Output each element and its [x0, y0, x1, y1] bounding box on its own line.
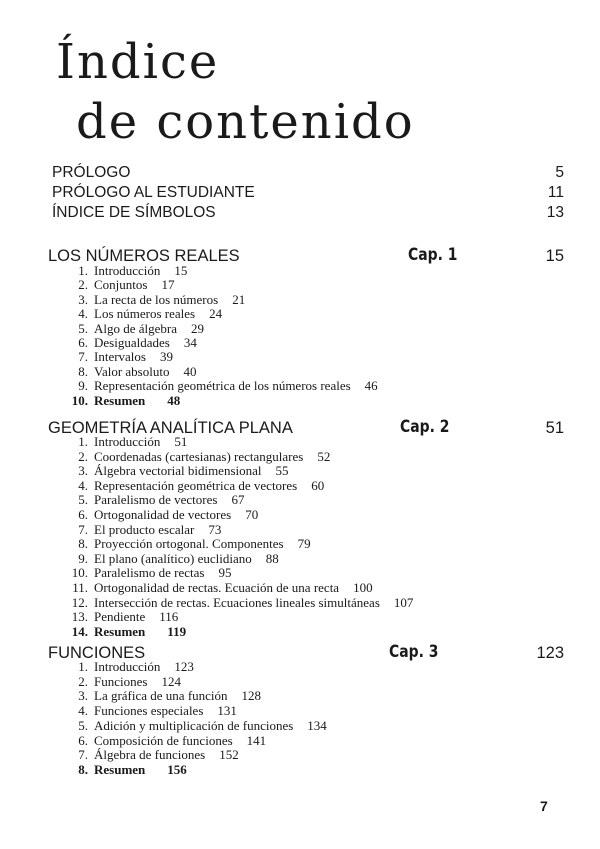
section-page: 156 [167, 761, 187, 777]
section-page: 131 [217, 703, 237, 719]
chapter-number: Cap. 2 [400, 417, 450, 437]
section-title: Algo de álgebra [94, 320, 178, 336]
section-title: Introducción [94, 659, 161, 674]
section-title: Coordenadas (cartesianas) rectangulares [94, 448, 304, 464]
section-title: Resumen [94, 623, 146, 639]
section-number: 2. [78, 448, 88, 464]
section-page: 134 [307, 717, 327, 733]
section-page: 67 [231, 492, 245, 508]
section-number: 5. [78, 492, 88, 508]
chapter-number: Cap. 3 [389, 642, 439, 662]
section-number: 6. [78, 507, 88, 522]
section-number: 9. [78, 378, 88, 394]
section-title: Funciones especiales [94, 703, 204, 719]
section-title: Desigualdades [94, 335, 170, 350]
section-number: 14. [71, 623, 88, 639]
front-matter-label: ÍNDICE DE SÍMBOLOS [52, 204, 216, 221]
toc-entry[interactable] [64, 463, 289, 478]
section-page: 29 [191, 320, 205, 336]
section-number: 8. [78, 761, 88, 777]
front-matter-label: PRÓLOGO AL ESTUDIANTE [52, 184, 255, 201]
toc-entry[interactable] [64, 449, 330, 464]
section-title: Resumen [94, 392, 146, 408]
section-number: 8. [78, 536, 88, 552]
section-page: 40 [183, 363, 197, 379]
section-number: 3. [78, 688, 88, 704]
toc-entry[interactable] [64, 522, 221, 537]
chapter-title: FUNCIONES [48, 644, 146, 662]
section-page: 48 [167, 392, 181, 408]
section-page: 55 [275, 463, 289, 479]
section-title: Intersección de rectas. Ecuaciones lineales simultáneas [94, 594, 380, 610]
page-title-line-2: de contenido [76, 94, 415, 150]
chapter-number: Cap. 1 [408, 245, 458, 265]
toc-entry[interactable] [64, 507, 258, 522]
section-title: Ortogonalidad de rectas. Ecuación de una recta [94, 580, 340, 595]
section-page: 95 [218, 565, 232, 581]
section-page: 107 [393, 594, 414, 610]
section-page: 39 [159, 349, 173, 365]
section-title: Conjuntos [94, 277, 148, 293]
section-title: La recta de los números [94, 291, 219, 307]
section-number: 7. [78, 349, 88, 365]
section-number: 1. [78, 263, 88, 278]
page-title-line-1: Índice [56, 34, 220, 90]
section-page: 52 [317, 448, 331, 464]
section-page: 51 [174, 434, 188, 449]
section-title: Ortogonalidad de vectores [94, 507, 232, 522]
toc-entry[interactable] [64, 306, 222, 321]
section-title: Paralelismo de rectas [94, 565, 205, 581]
section-page: 124 [161, 673, 181, 689]
section-title: Introducción [94, 263, 161, 278]
toc-entry[interactable] [64, 378, 378, 393]
section-number: 2. [78, 277, 88, 293]
section-number: 5. [78, 717, 88, 733]
section-number: 7. [78, 747, 88, 763]
front-matter-page: 5 [555, 164, 564, 181]
toc-entry[interactable] [64, 703, 237, 718]
section-page: 60 [311, 477, 325, 493]
section-page: 21 [232, 291, 246, 307]
toc-entry[interactable] [64, 536, 311, 551]
section-page: 116 [159, 609, 179, 625]
chapter-page: 51 [545, 419, 564, 437]
section-title: Composición de funciones [94, 732, 233, 748]
front-matter-page: 11 [547, 184, 564, 201]
toc-entry[interactable] [64, 565, 231, 580]
page-number: 7 [540, 798, 548, 814]
chapter-page: 123 [536, 644, 564, 662]
section-page: 73 [208, 521, 222, 537]
toc-entry[interactable] [64, 492, 244, 507]
front-matter-label: PRÓLOGO [52, 164, 131, 181]
section-number: 2. [78, 673, 88, 689]
section-number: 1. [78, 659, 88, 674]
section-number: 13. [71, 609, 88, 625]
section-title: Representación geométrica de vectores [94, 477, 298, 493]
toc-entry[interactable] [64, 434, 187, 449]
toc-entry[interactable] [64, 624, 186, 639]
section-number: 4. [78, 306, 88, 322]
section-page: 119 [167, 623, 187, 639]
toc-entry[interactable] [64, 718, 327, 733]
toc-entry[interactable] [64, 349, 173, 364]
chapter-page: 15 [545, 247, 564, 265]
toc-entry[interactable] [64, 674, 181, 689]
section-page: 100 [353, 580, 373, 595]
section-number: 5. [78, 320, 88, 336]
toc-entry[interactable] [64, 762, 187, 777]
section-title: Representación geométrica de los números reales [94, 378, 351, 394]
section-number: 4. [78, 703, 88, 719]
section-title: Introducción [94, 434, 161, 449]
toc-entry[interactable] [64, 659, 194, 674]
section-page: 79 [297, 536, 311, 552]
section-number: 3. [78, 291, 88, 307]
section-page: 17 [161, 277, 175, 293]
chapter-title: LOS NÚMEROS REALES [48, 247, 240, 265]
section-title: Intervalos [94, 349, 146, 365]
section-page: 88 [265, 550, 279, 566]
section-title: Álgebra vectorial bidimensional [94, 463, 262, 479]
section-number: 8. [78, 363, 88, 379]
toc-entry[interactable] [64, 609, 178, 624]
section-page: 46 [364, 378, 378, 394]
section-number: 10. [71, 392, 88, 408]
section-title: Álgebra de funciones [94, 747, 206, 763]
front-matter-item[interactable] [52, 183, 564, 203]
section-number: 3. [78, 463, 88, 479]
toc-entry[interactable] [64, 595, 413, 610]
section-number: 9. [78, 550, 88, 566]
section-title: Valor absoluto [94, 363, 170, 379]
section-page: 15 [174, 263, 188, 278]
section-number: 7. [78, 521, 88, 537]
section-title: Proyección ortogonal. Componentes [94, 536, 284, 552]
section-page: 24 [209, 306, 223, 322]
section-number: 11. [72, 580, 88, 595]
section-page: 123 [174, 659, 194, 674]
chapter-title: GEOMETRÍA ANALÍTICA PLANA [48, 419, 293, 437]
section-title: Los números reales [94, 306, 196, 322]
section-page: 152 [219, 747, 239, 763]
section-title: Funciones [94, 673, 148, 689]
section-page: 34 [183, 335, 197, 350]
section-page: 128 [241, 688, 262, 704]
toc-entry[interactable] [64, 292, 245, 307]
section-title: Adición y multiplicación de funciones [94, 717, 294, 733]
front-matter-item[interactable] [52, 163, 564, 183]
front-matter-item[interactable] [52, 203, 564, 223]
section-title: El plano (analítico) euclidiano [94, 550, 252, 566]
section-title: La gráfica de una función [94, 688, 228, 704]
section-title: El producto escalar [94, 521, 195, 537]
section-title: Pendiente [94, 609, 146, 625]
section-page: 141 [246, 732, 267, 748]
section-title: Resumen [94, 761, 146, 777]
toc-entry[interactable] [64, 688, 261, 703]
section-title: Paralelismo de vectores [94, 492, 218, 508]
toc-entry[interactable] [64, 393, 180, 408]
toc-entry[interactable] [64, 335, 197, 350]
section-number: 1. [78, 434, 88, 449]
front-matter-page: 13 [546, 204, 564, 221]
toc-entry[interactable] [64, 263, 187, 278]
section-number: 12. [71, 594, 88, 610]
section-number: 10. [71, 565, 88, 581]
toc-entry[interactable] [64, 551, 279, 566]
section-number: 6. [78, 335, 88, 350]
section-number: 4. [78, 477, 88, 493]
section-page: 70 [245, 507, 259, 522]
toc-entry[interactable] [64, 733, 266, 748]
toc-entry[interactable] [64, 478, 324, 493]
toc-entry[interactable] [64, 364, 196, 379]
toc-entry[interactable] [64, 277, 174, 292]
toc-entry[interactable] [64, 580, 373, 595]
toc-entry[interactable] [64, 747, 239, 762]
toc-entry[interactable] [64, 321, 204, 336]
section-number: 6. [78, 732, 88, 748]
